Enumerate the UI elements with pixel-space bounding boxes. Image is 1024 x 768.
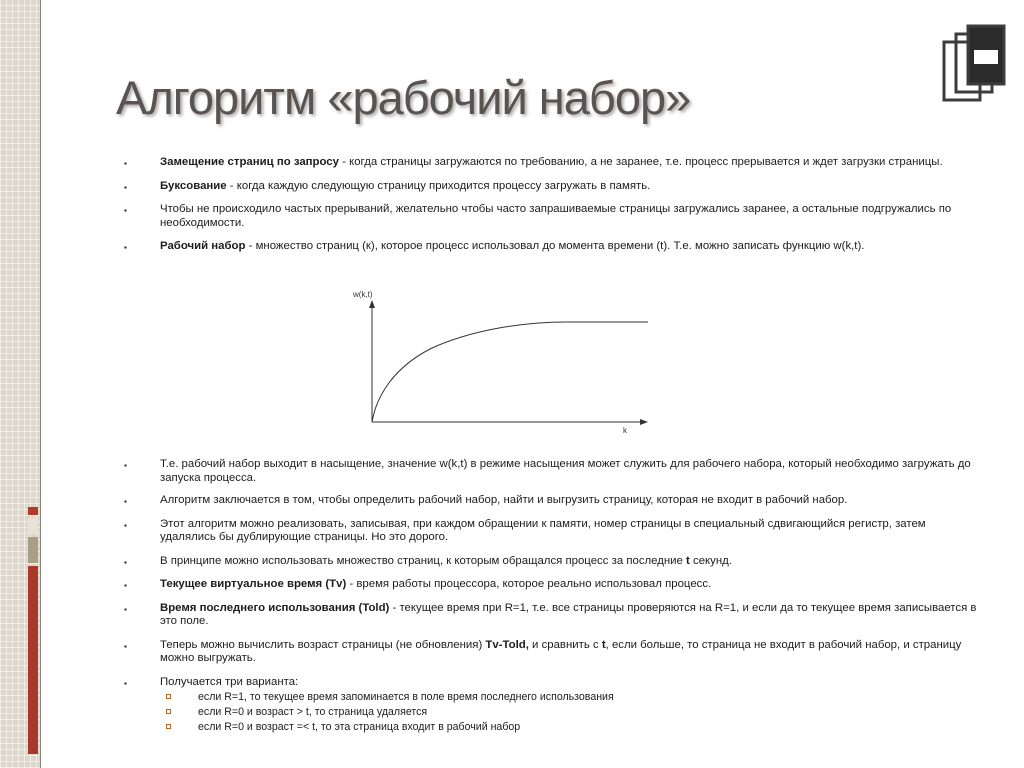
graph-ylabel: w(k,t)	[353, 290, 373, 299]
content-bottom	[120, 458, 980, 735]
bullet-icon: ▪	[124, 581, 127, 590]
square-bullet-icon	[166, 724, 171, 729]
list-item: ▪ В принципе можно использовать множество страниц, к которым обращался процесс за последние t секунд.	[120, 555, 980, 569]
bullet-icon: ▪	[124, 678, 127, 688]
bullet-icon: ▪	[124, 182, 127, 192]
bullet-icon: ▪	[124, 159, 127, 168]
sub-list-item: если R=0 и возраст =< t, то эта страница входит в рабочий набор	[120, 720, 980, 735]
list-item: ▪ Чтобы не происходило частых прерываний, желательно чтобы часто запрашиваемые страницы загружались заранее, а остальные подгружались по необходимости.	[124, 203, 952, 229]
list-item: ▪ Т.е. рабочий набор выходит в насыщение, значение w(k,t) в режиме насыщения может служить для рабочего набора, который необходимо загружать до запуска процесса.	[124, 458, 971, 484]
slide-border	[40, 0, 41, 768]
sub-list-item: если R=1, то текущее время запоминается в поле время последнего использования	[120, 690, 980, 705]
page-title: Алгоритм «рабочий набор»	[116, 71, 691, 124]
list-item: ▪ Получается три варианта:	[120, 676, 980, 690]
list-item: ▪ Текущее виртуальное время (Tv) - время работы процессора, которое реально использовал процесс.	[120, 578, 980, 592]
list-item: ▪ Буксование - когда каждую следующую страницу приходится процессу загружать в память.	[120, 180, 980, 194]
square-bullet-icon	[166, 709, 171, 714]
saturation-curve	[372, 322, 648, 422]
deco-bar-long	[28, 566, 38, 754]
bullet-icon: ▪	[124, 604, 127, 614]
graph-svg	[352, 288, 649, 436]
list-item: ▪ Теперь можно вычислить возраст страницы (не обновления) Tv-Told, и сравнить с t, если больше, то страница не входит в рабочий набор, и страницу можно выгружать.	[124, 638, 962, 664]
square-bullet-icon	[166, 694, 171, 699]
bullet-icon: ▪	[124, 206, 127, 215]
bullet-icon: ▪	[124, 243, 127, 252]
stacked-documents-logo-icon	[938, 20, 1016, 116]
deco-bar-red	[28, 507, 38, 515]
working-set-graph	[352, 288, 649, 436]
bullet-icon: ▪	[124, 641, 127, 651]
deco-bar-tan	[28, 537, 38, 563]
y-axis-arrow	[369, 300, 375, 308]
bullet-icon: ▪	[124, 557, 127, 567]
list-item: ▪ Замещение страниц по запросу - когда страницы загружаются по требованию, а не заранее, т.е. процесс прерывается и ждет загрузки страницы.	[120, 156, 980, 170]
deco-bar-light	[28, 518, 38, 534]
graph-xlabel: k	[623, 426, 627, 435]
list-item: ▪ Алгоритм заключается в том, чтобы определить рабочий набор, найти и выгрузить страницу, которая не входит в рабочий набор.	[120, 494, 980, 508]
bullet-icon: ▪	[124, 497, 127, 506]
bullet-icon: ▪	[124, 461, 127, 470]
list-item: ▪ Рабочий набор - множество страниц (к), которое процесс использовал до момента времени (t). Т.е. можно записать функцию w(k,t).	[120, 240, 980, 254]
bullet-icon: ▪	[124, 520, 127, 530]
x-axis-arrow	[640, 419, 648, 425]
list-item: ▪ Время последнего использования (Told) - текущее время при R=1, т.е. все страницы проверяются на R=1, и если да то текущее время записывается в это поле.	[124, 601, 977, 627]
sub-list-item: если R=0 и возраст > t, то страница удаляется	[120, 705, 980, 720]
content	[120, 156, 980, 254]
list-item: ▪ Этот алгоритм можно реализовать, записывая, при каждом обращении к памяти, номер страницы в специальный сдвигающийся регистр, затем удалялись бы дублирующие страницы. Но это дорого.	[124, 517, 926, 543]
